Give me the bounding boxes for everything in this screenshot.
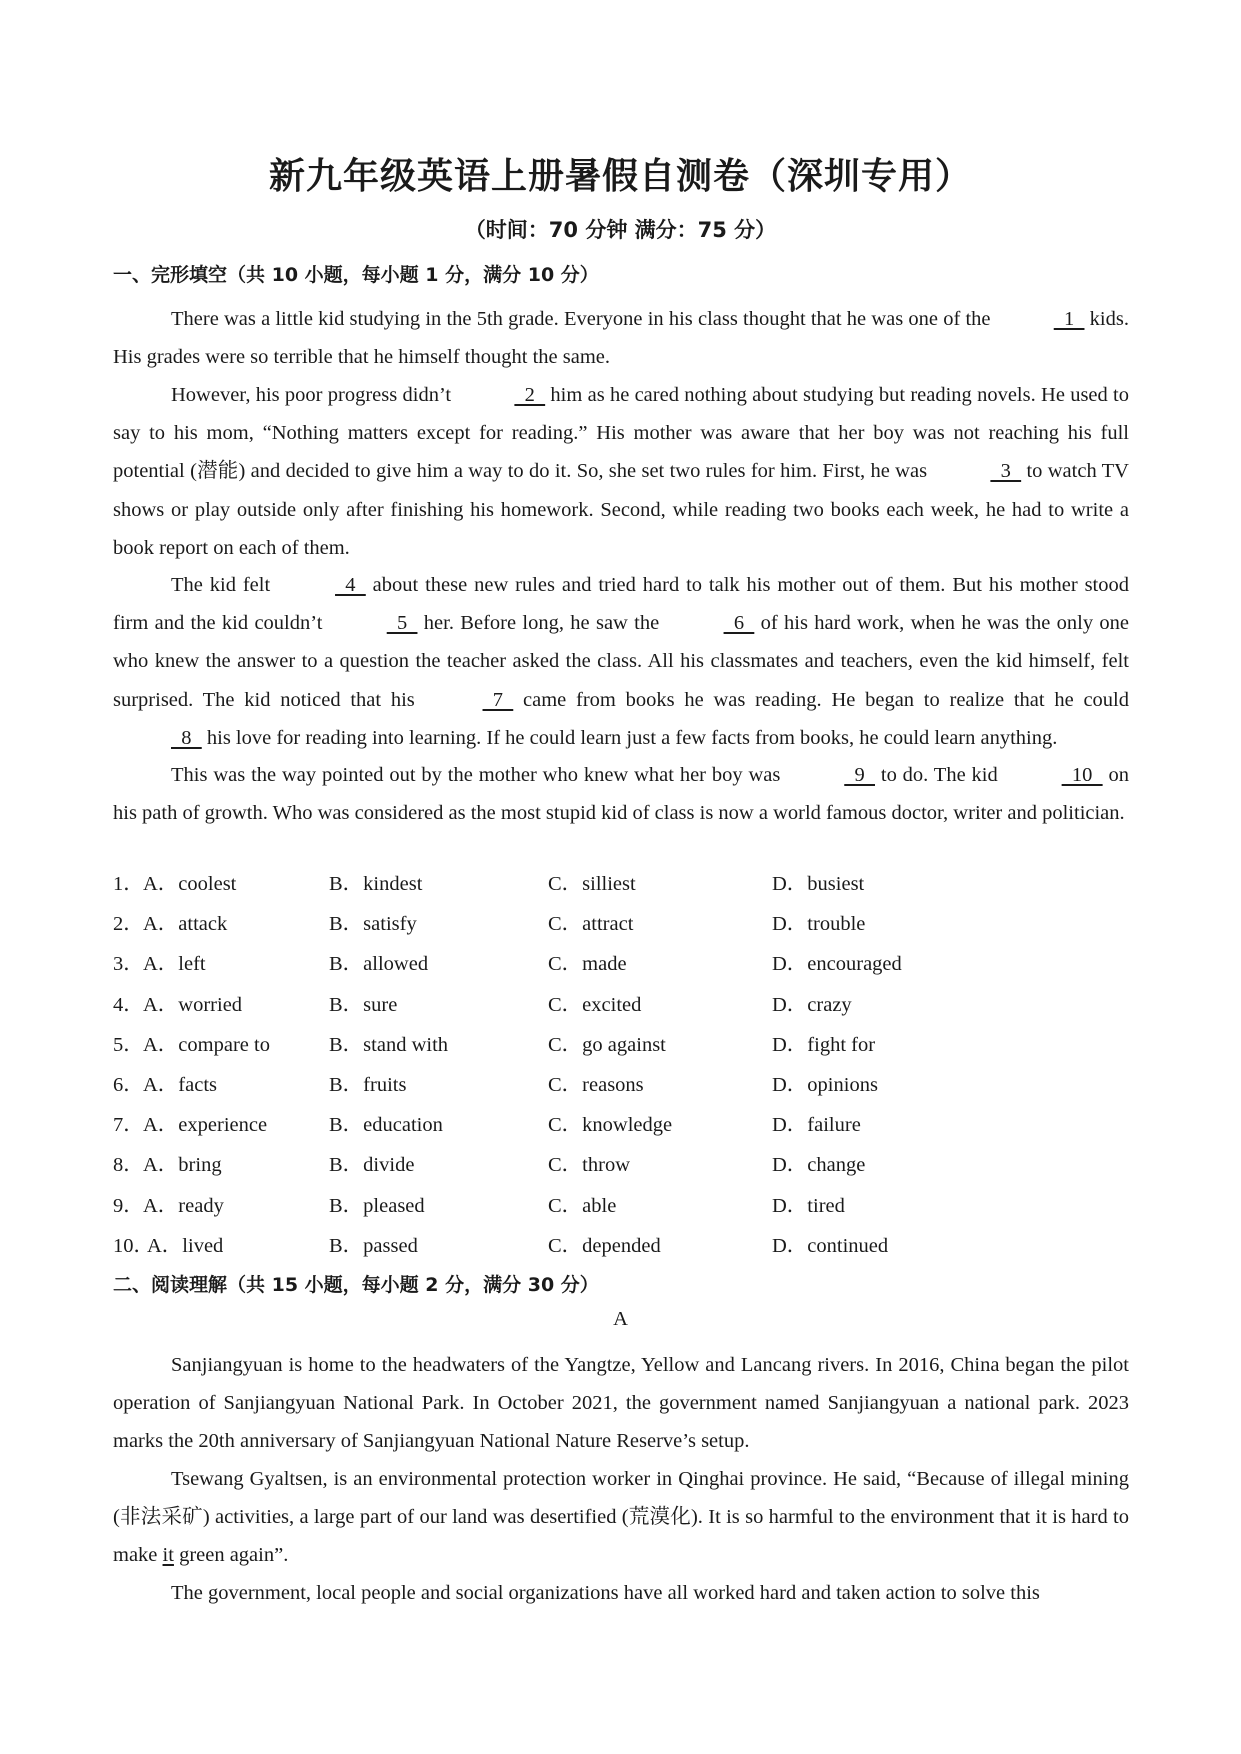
question-number: 7． <box>113 1114 144 1137</box>
option-d: D．busiest <box>772 873 865 895</box>
question-row <box>113 866 1129 906</box>
question-number: 10． <box>113 1234 154 1257</box>
paragraph-text: came from books he was reading. He began to realize that he could <box>513 688 1130 711</box>
paragraph-text: him as he cared nothing about studying but reading novels. He used to say to his mom, “Nothing matters except for reading.” His mother was aware that her boy was not reaching his full potential (潜能) and decided to give him a way to do it. So, she set two rules for him. First, he was <box>113 384 1129 483</box>
question-number: 2． <box>113 913 144 936</box>
paragraph-text: green again”. <box>173 1544 289 1567</box>
underlined-word: it <box>162 1544 174 1567</box>
paragraph-text: to watch TV shows or play outside only after finishing his homework. Second, while reading two books each week, he had to write a book report on each of them. <box>113 460 1129 559</box>
option-c: C．made <box>548 953 627 976</box>
paragraph-text: Tsewang Gyaltsen, is an environmental protection worker in Qinghai province. He said, “Because of illegal mining (非法采矿) activities, a large part of our land was desertified (荒漠化). It is so harmful to the environment that it is hard to make <box>113 1468 1129 1567</box>
option-a: A．coolest <box>143 873 237 895</box>
option-a: A．left <box>143 953 206 976</box>
option-d: D．crazy <box>772 993 852 1016</box>
option-b: B．stand with <box>329 1033 449 1056</box>
question-row <box>113 1067 1129 1107</box>
option-d: D．opinions <box>772 1074 878 1096</box>
question-number: 4． <box>113 993 144 1016</box>
option-a: A．compare to <box>143 1033 270 1056</box>
cloze-blank: 1 <box>1053 308 1085 330</box>
paragraph-text: kids. His grades were so terrible that he himself thought the same. <box>113 308 1129 369</box>
question-number: 8． <box>113 1154 144 1177</box>
cloze-blank: 8 <box>171 726 202 749</box>
option-b: B．sure <box>329 993 398 1016</box>
cloze-blank: 7 <box>482 688 514 711</box>
passage-label: A <box>613 1308 628 1330</box>
question-row <box>113 946 1129 986</box>
paragraph-text: about these new rules and tried hard to talk his mother out of them. But his mother stood firm and the kid couldn’t <box>113 574 1129 635</box>
option-b: B．passed <box>329 1234 418 1257</box>
cloze-paragraph <box>113 300 1129 376</box>
paragraph-text: his love for reading into learning. If he could learn just a few facts from books, he could learn anything. <box>201 726 1058 749</box>
question-row <box>113 987 1129 1027</box>
option-d: D．tired <box>772 1194 845 1217</box>
option-a: A．worried <box>143 993 243 1016</box>
option-b: B．education <box>329 1114 443 1137</box>
cloze-blank: 9 <box>844 764 875 786</box>
section-heading-cloze: 一、完形填空（共 10 小题，每小题 1 分，满分 10 分） <box>113 264 599 286</box>
option-c: C．throw <box>548 1154 630 1177</box>
option-b: B．fruits <box>329 1074 407 1096</box>
question-row <box>113 1027 1129 1067</box>
question-row <box>113 1147 1129 1187</box>
option-d: D．continued <box>772 1234 889 1257</box>
option-a: A．attack <box>143 913 228 936</box>
question-number: 3． <box>113 953 144 976</box>
option-c: C．able <box>548 1194 617 1217</box>
option-b: B．kindest <box>329 873 423 895</box>
paragraph-text: This was the way pointed out by the mother who knew what her boy was <box>171 764 787 786</box>
paragraph-text: There was a little kid studying in the 5th grade. Everyone in his class thought that he was one of the <box>171 308 996 330</box>
cloze-blank: 4 <box>335 574 366 596</box>
option-c: C．silliest <box>548 873 636 895</box>
paragraph-text: her. Before long, he saw the <box>417 612 666 635</box>
question-number: 5． <box>113 1033 144 1056</box>
cloze-paragraph <box>113 756 1129 832</box>
cloze-paragraph <box>113 566 1129 757</box>
question-row <box>113 1107 1129 1147</box>
exam-time-score: （时间：70 分钟 满分：75 分） <box>464 218 777 242</box>
question-row <box>113 1228 1129 1268</box>
reading-paragraph <box>113 1460 1129 1575</box>
question-number: 1． <box>113 873 144 895</box>
option-a: A．facts <box>143 1074 218 1096</box>
option-b: B．satisfy <box>329 913 417 936</box>
question-number: 9． <box>113 1194 144 1217</box>
option-c: C．reasons <box>548 1074 644 1096</box>
question-row <box>113 906 1129 946</box>
reading-paragraph: Sanjiangyuan is home to the headwaters of the Yangtze, Yellow and Lancang rivers. In 2016, China began the pilot operation of Sanjiangyuan National Park. In October 2021, the government named Sanjiangyuan a national park. 2023 marks the 20th anniversary of Sanjiangyuan National Nature Reserve’s setup. <box>113 1354 1129 1453</box>
option-a: A．lived <box>147 1234 224 1257</box>
section-heading-reading: 二、阅读理解（共 15 小题，每小题 2 分，满分 30 分） <box>113 1274 599 1296</box>
option-a: A．experience <box>143 1114 268 1137</box>
option-b: B．pleased <box>329 1194 425 1217</box>
paragraph-text: of his hard work, when he was the only one who knew the answer to a question the teacher asked the class. All his classmates and teachers, even the kid himself, felt surprised. The kid noticed that his <box>113 612 1129 711</box>
option-c: C．excited <box>548 993 642 1016</box>
option-c: C．depended <box>548 1234 661 1257</box>
option-b: B．allowed <box>329 953 429 976</box>
cloze-paragraph <box>113 376 1129 567</box>
paragraph-text: The kid felt <box>171 574 278 596</box>
option-c: C．knowledge <box>548 1114 673 1137</box>
option-b: B．divide <box>329 1154 415 1177</box>
option-c: C．go against <box>548 1033 666 1056</box>
paragraph-text: to do. The kid <box>875 764 1004 786</box>
cloze-blank: 10 <box>1061 764 1103 786</box>
cloze-blank: 5 <box>386 612 418 635</box>
page-title: 新九年级英语上册暑假自测卷（深圳专用） <box>268 156 972 197</box>
question-row <box>113 1188 1129 1228</box>
option-d: D．encouraged <box>772 953 902 976</box>
option-d: D．change <box>772 1154 866 1177</box>
option-d: D．trouble <box>772 913 866 936</box>
option-a: A．ready <box>143 1194 224 1217</box>
cloze-blank: 6 <box>723 612 755 635</box>
question-number: 6． <box>113 1074 144 1096</box>
reading-paragraph: The government, local people and social organizations have all worked hard and taken action to solve this <box>171 1582 1040 1604</box>
option-a: A．bring <box>143 1154 222 1177</box>
cloze-blank: 2 <box>514 384 546 406</box>
cloze-blank: 3 <box>990 460 1022 483</box>
paragraph-text: However, his poor progress didn’t <box>171 384 457 406</box>
option-d: D．failure <box>772 1114 861 1137</box>
paragraph-text: on his path of growth. Who was considered as the most stupid kid of class is now a world famous doctor, writer and politician. <box>113 764 1129 825</box>
option-d: D．fight for <box>772 1033 876 1056</box>
option-c: C．attract <box>548 913 634 936</box>
